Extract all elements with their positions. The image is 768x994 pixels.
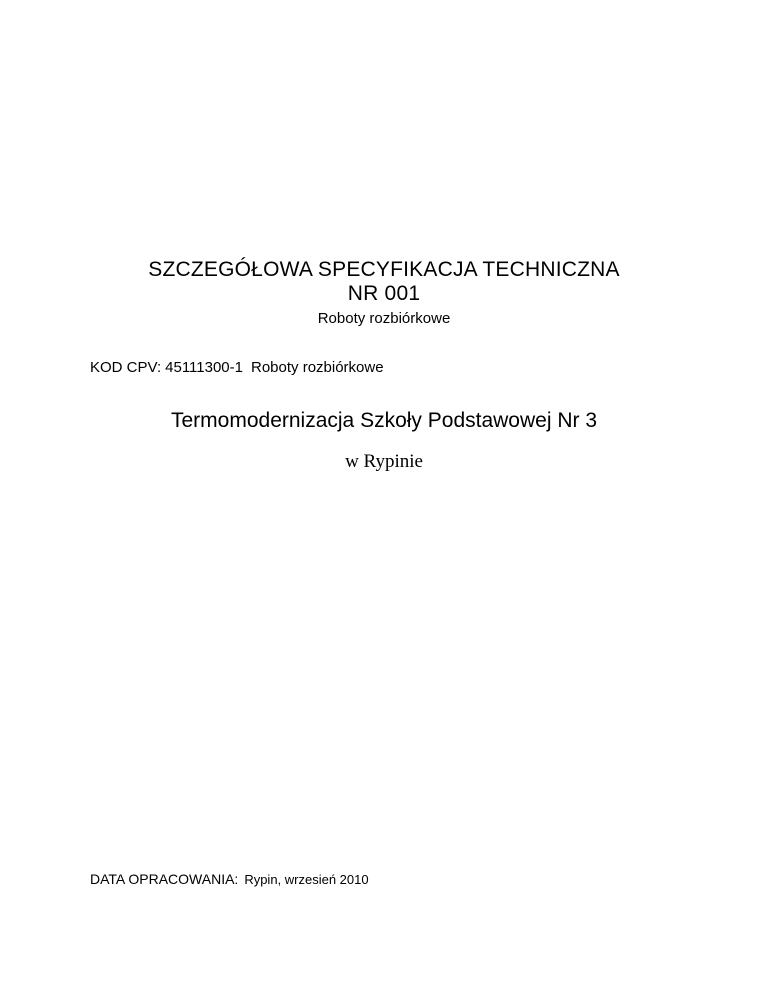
cpv-description: Roboty rozbiórkowe xyxy=(251,359,384,376)
cpv-code: 45111300-1 xyxy=(165,359,243,376)
date-line xyxy=(90,870,369,889)
cpv-line xyxy=(90,359,384,377)
document-subtitle: Roboty rozbiórkowe xyxy=(317,310,451,327)
date-value: Rypin, wrzesień 2010 xyxy=(244,872,369,887)
cpv-label: KOD CPV: xyxy=(90,359,162,376)
date-label: DATA OPRACOWANIA: xyxy=(90,871,239,887)
project-title: Termomodernizacja Szkoły Podstawowej Nr 3 xyxy=(171,409,597,432)
document-number: NR 001 xyxy=(347,282,421,305)
document-title: SZCZEGÓŁOWA SPECYFIKACJA TECHNICZNA xyxy=(148,258,620,281)
project-city: w Rypinie xyxy=(345,451,423,472)
title-block xyxy=(0,258,768,328)
